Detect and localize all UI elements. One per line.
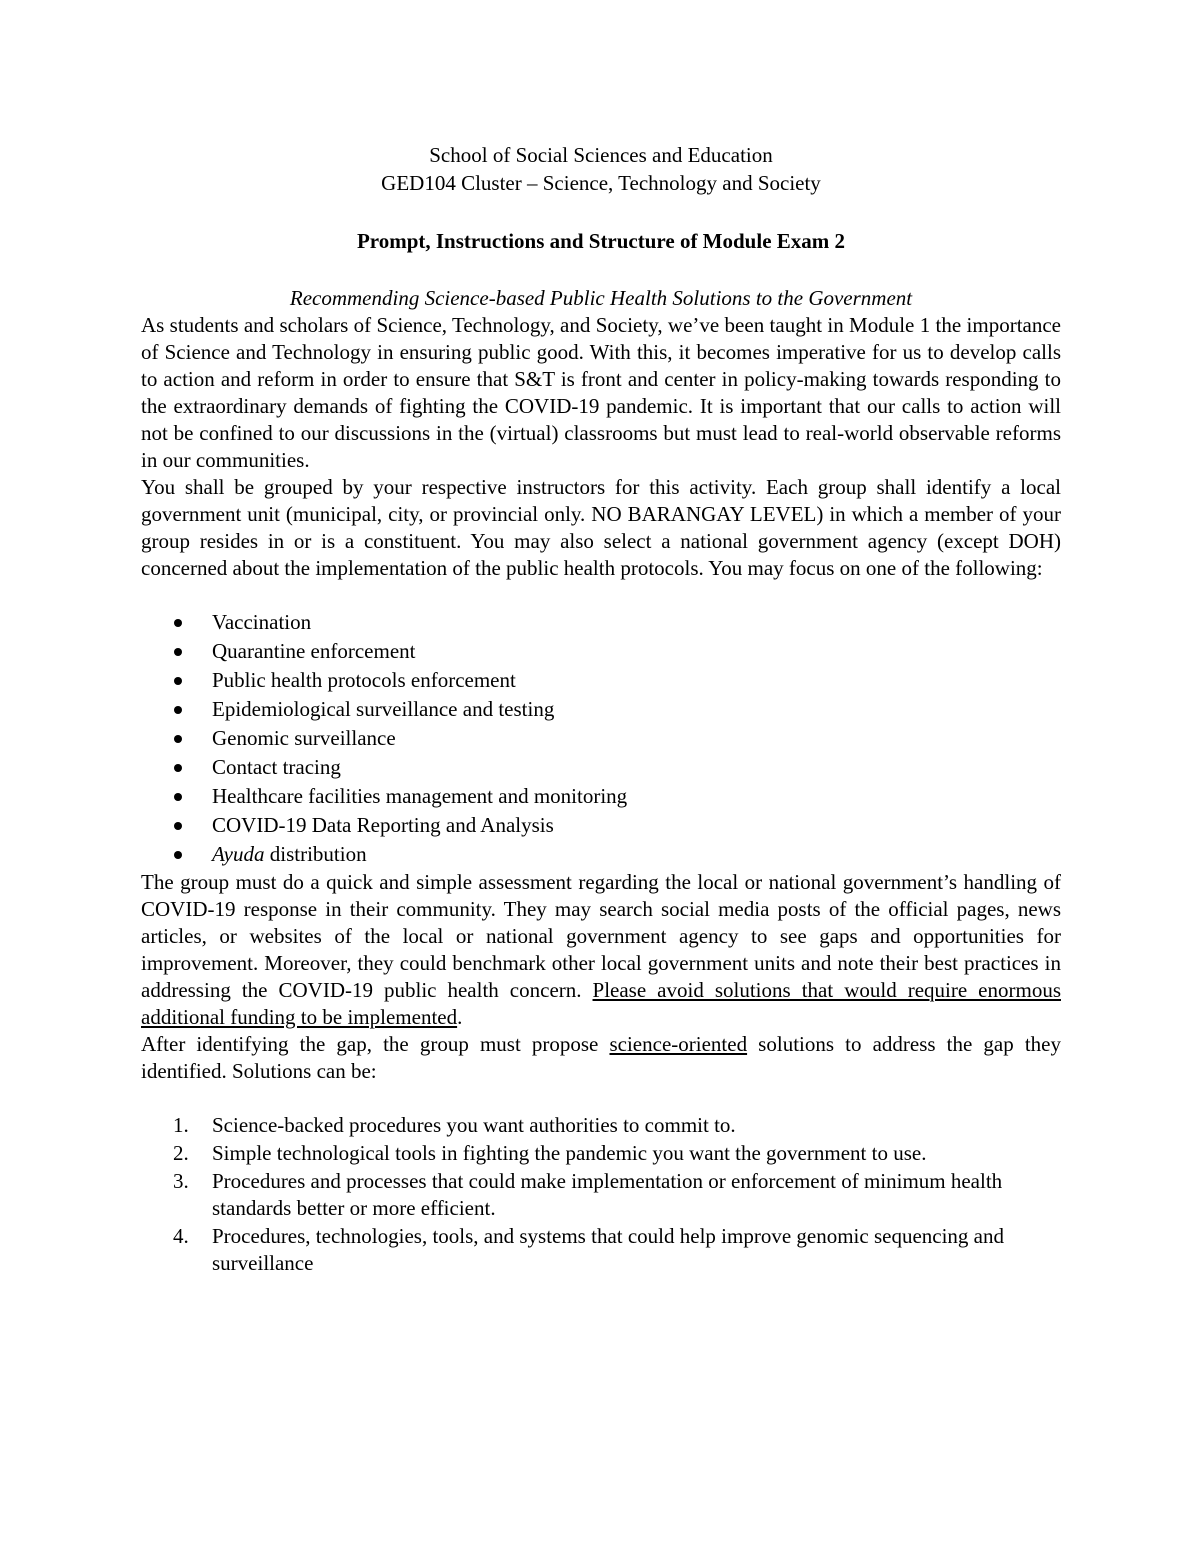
list-item [141, 1168, 1061, 1222]
solutions-paragraph [141, 1031, 1061, 1085]
solution-text: Procedures, technologies, tools, and systems that could help improve genomic sequencing and surveillance [212, 1224, 1004, 1275]
bullet-icon [174, 764, 182, 772]
list-item [141, 811, 1061, 840]
list-item [141, 637, 1061, 666]
list-item [141, 608, 1061, 637]
focus-area-label: COVID-19 Data Reporting and Analysis [212, 813, 554, 837]
bullet-icon [174, 851, 182, 859]
document-subtitle: Recommending Science-based Public Health Solutions to the Government [289, 286, 913, 310]
ayuda-term: Ayuda [212, 842, 265, 866]
bullet-icon [174, 619, 182, 627]
focus-area-label: Genomic surveillance [212, 726, 396, 750]
solutions-list [141, 1112, 1061, 1277]
assessment-paragraph [141, 869, 1061, 1031]
intro-paragraph: As students and scholars of Science, Technology, and Society, we’ve been taught in Module 1 the importance of Science and Technology in ensuring public good. With this, it becomes imperative for us to develop calls to action and reform in order to ensure that S&T is front and center in policy-making towards responding to the extraordinary demands of fighting the COVID-19 pandemic. It is important that our calls to action will not be confined to our discussions in the (virtual) classrooms but must lead to real-world observable reforms in our communities. [141, 313, 1061, 472]
solutions-intro: After identifying the gap, the group must propose [141, 1032, 610, 1056]
list-item [141, 753, 1061, 782]
list-number: 3. [173, 1169, 189, 1193]
focus-area-label: Vaccination [212, 610, 312, 634]
document-title: Prompt, Instructions and Structure of Module Exam 2 [356, 229, 846, 253]
list-item [141, 666, 1061, 695]
focus-area-label: Public health protocols enforcement [212, 668, 516, 692]
bullet-icon [174, 735, 182, 743]
list-number: 4. [173, 1224, 189, 1248]
document-content [141, 141, 1061, 1278]
list-item [141, 1140, 1061, 1167]
list-item [141, 724, 1061, 753]
school-name: School of Social Sciences and Education [429, 143, 773, 167]
focus-area-label: Quarantine enforcement [212, 639, 416, 663]
bullet-icon [174, 706, 182, 714]
course-name: GED104 Cluster – Science, Technology and Society [381, 171, 821, 195]
bullet-icon [174, 677, 182, 685]
focus-area-label: Epidemiological surveillance and testing [212, 697, 555, 721]
bullet-icon [174, 793, 182, 801]
bullet-icon [174, 648, 182, 656]
list-item [141, 1223, 1061, 1277]
assessment-text: The group must do a quick and simple assessment regarding the local or national government’s handling of COVID-19 response in their community. They may search social media posts of the official pages, news articles, or websites of the local or national government agency to see gaps and opportunities for improvement. Moreover, they could benchmark other local government units and note their best practices in addressing the COVID-19 public health concern. [141, 870, 1061, 1002]
focus-area-label: Healthcare facilities management and monitoring [212, 784, 628, 808]
solution-text: Procedures and processes that could make implementation or enforcement of minimum health standards better or more efficient. [212, 1169, 1003, 1220]
focus-area-label: distribution [264, 842, 367, 866]
funding-warning: Please avoid solutions that would require enormous additional funding to be implemented [141, 978, 1061, 1029]
focus-area-list [141, 608, 1061, 869]
list-item [141, 840, 1061, 869]
list-item [141, 695, 1061, 724]
bullet-icon [174, 822, 182, 830]
list-number: 2. [173, 1141, 189, 1165]
grouping-paragraph: You shall be grouped by your respective instructors for this activity. Each group shall identify a local government unit (municipal, city, or provincial only. NO BARANGAY LEVEL) in which a member of your group resides in or is a constituent. You may also select a national government agency (except DOH) concerned about the implementation of the public health protocols. You may focus on one of the following: [141, 475, 1061, 580]
list-number: 1. [173, 1113, 189, 1137]
list-item [141, 782, 1061, 811]
list-item [141, 1112, 1061, 1139]
assessment-end: . [457, 1005, 463, 1029]
science-oriented-term: science-oriented [609, 1032, 748, 1056]
focus-area-label: Contact tracing [212, 755, 341, 779]
solution-text: Science-backed procedures you want authorities to commit to. [212, 1113, 736, 1137]
solution-text: Simple technological tools in fighting the pandemic you want the government to use. [212, 1141, 927, 1165]
solutions-intro-end: solutions to address the gap they identified. Solutions can be: [141, 1032, 1061, 1083]
